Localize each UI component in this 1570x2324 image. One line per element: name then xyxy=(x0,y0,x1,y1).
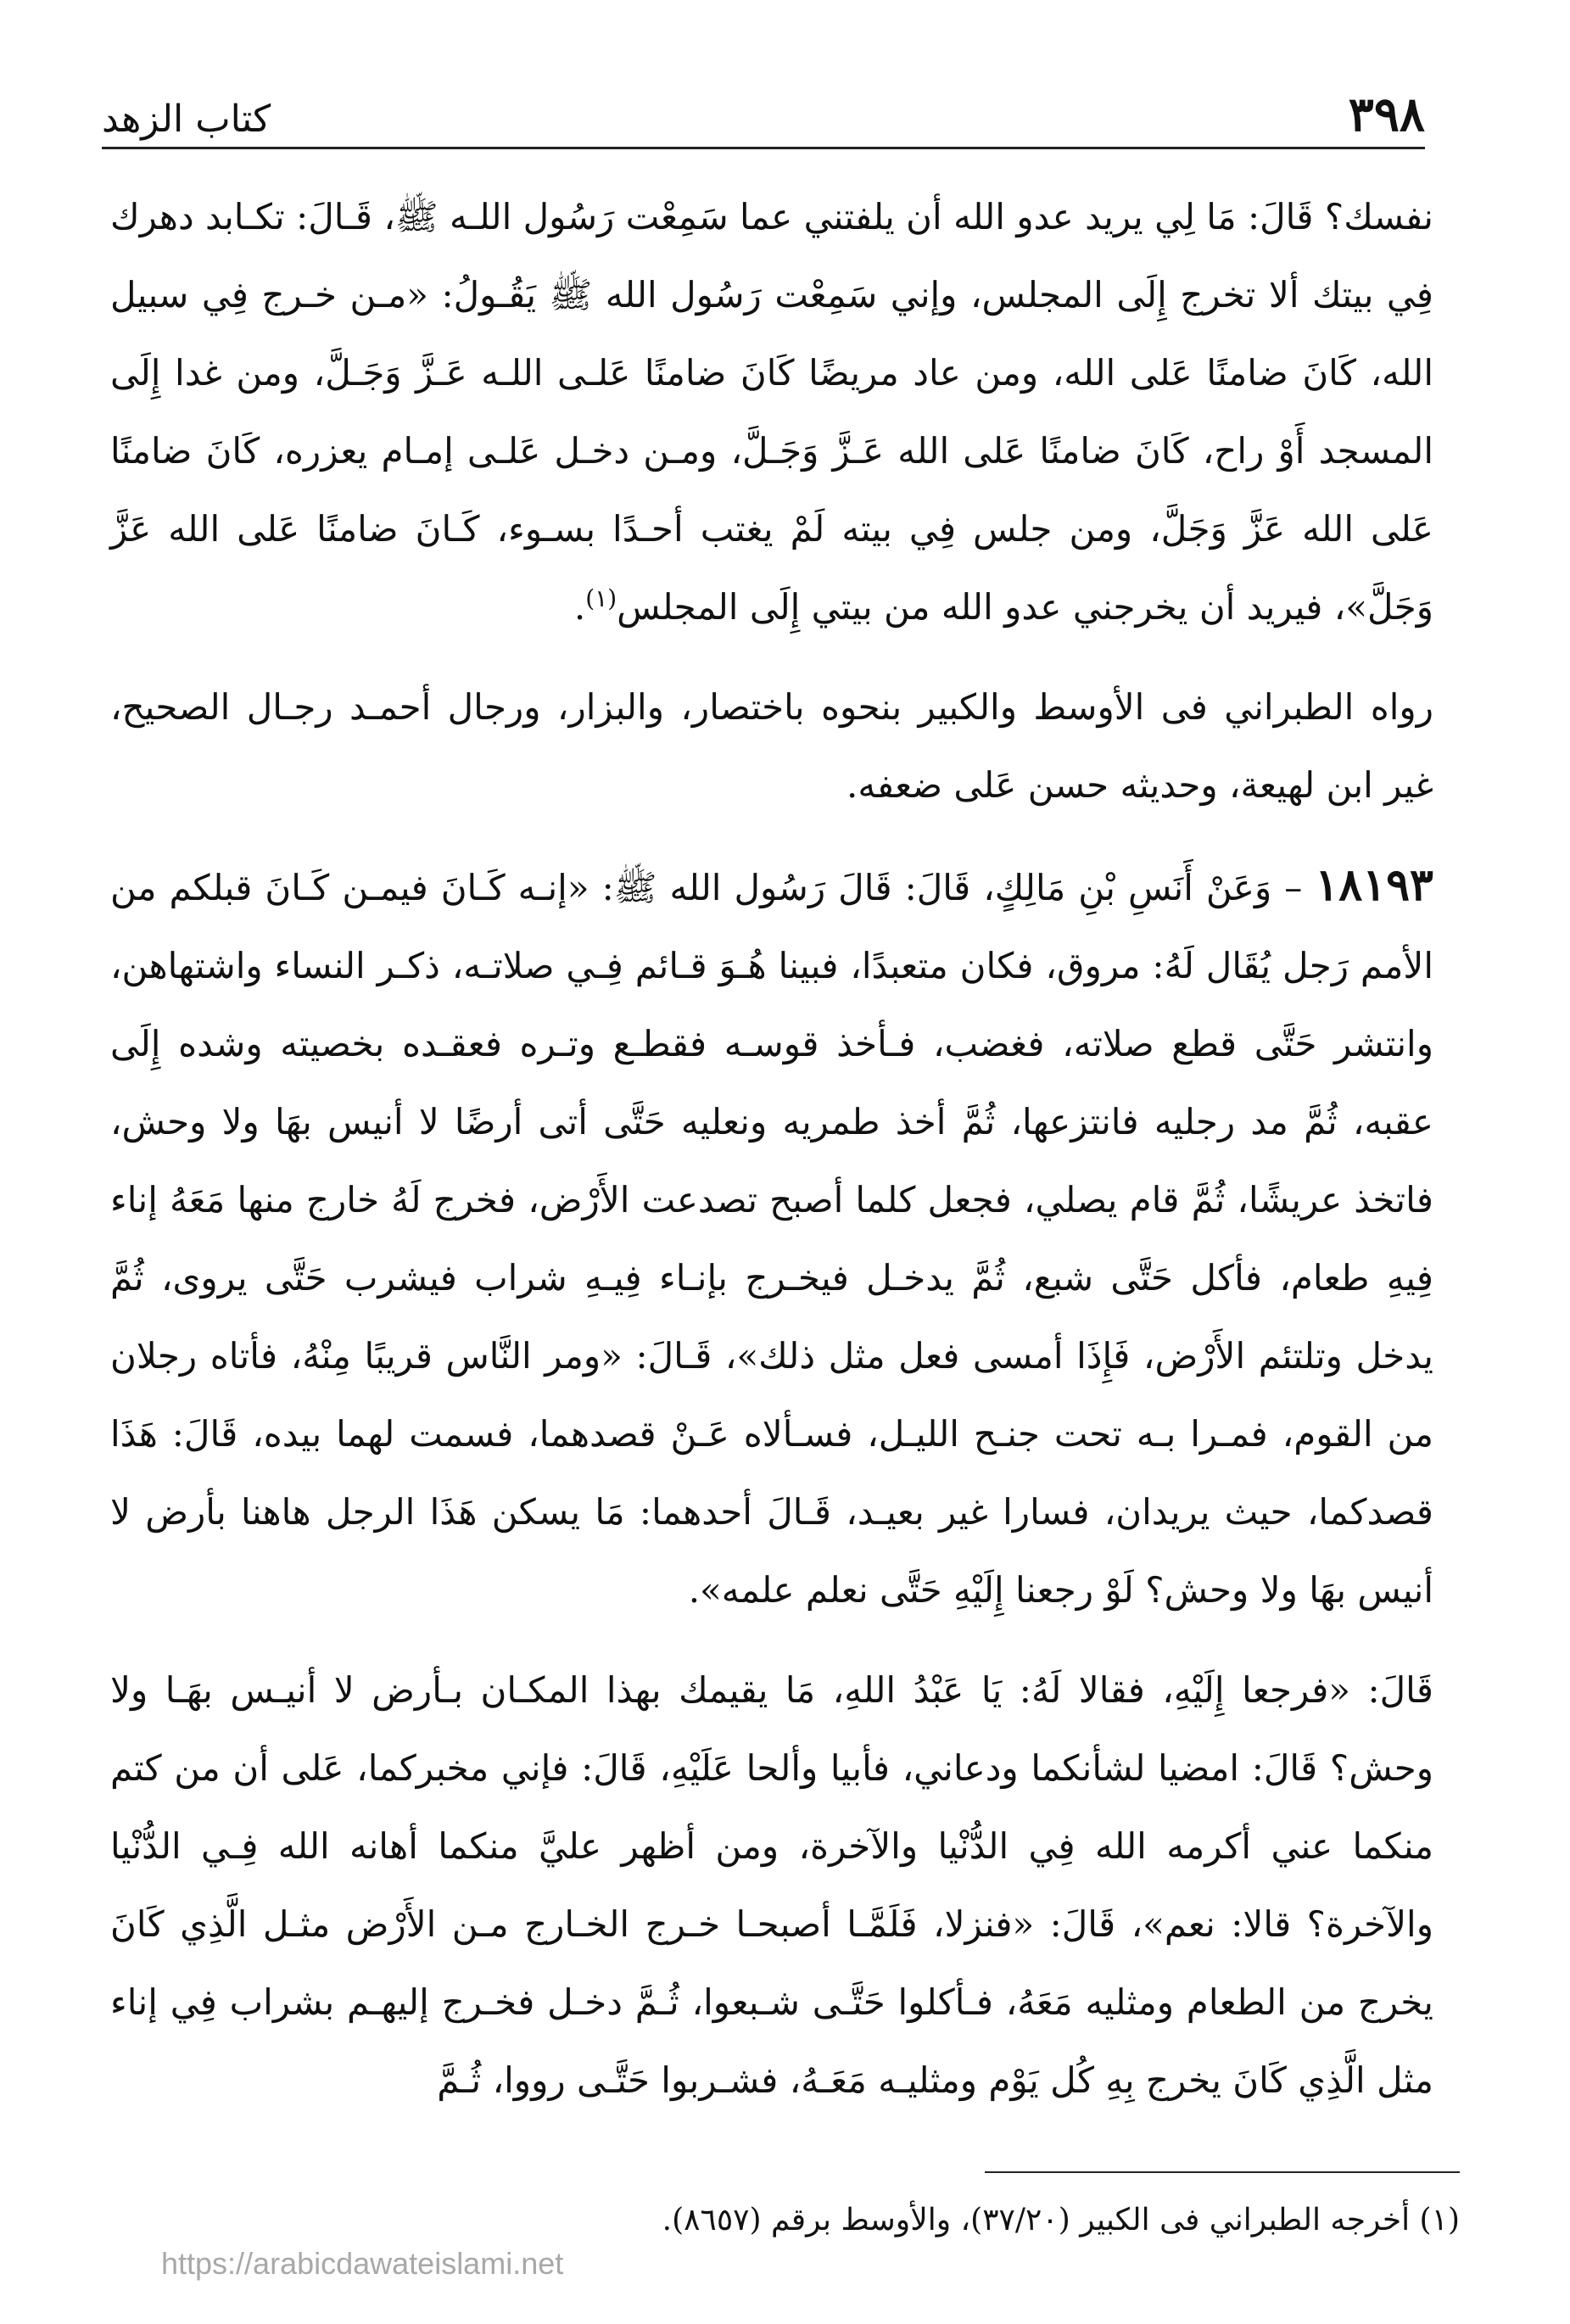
paragraph-source-reference xyxy=(110,668,1433,824)
main-text xyxy=(110,178,1433,2142)
running-title: كتاب الزهد xyxy=(102,98,271,141)
paragraph-hadith-18193 xyxy=(110,846,1433,1629)
footnote-marker: (١) xyxy=(585,584,617,612)
page-number: ٣٩٨ xyxy=(1348,87,1425,142)
footnote: (١) أخرجه الطبراني فى الكبير (٣٧/٢٠)، والأوسط برقم (٨٦٥٧). xyxy=(662,2203,1460,2237)
watermark-url: https://arabicdawateislami.net xyxy=(161,2246,564,2281)
paragraph-hadith-continuation xyxy=(110,178,1433,646)
paragraph-ending: . xyxy=(573,586,586,628)
page-header xyxy=(102,81,1425,149)
paragraph-text: رواه الطبراني فى الأوسط والكبير بنحوه باختصار، والبزار، ورجال أحمـد رجـال الصحيح، غير ابن لهيعة، وحديثه حسن عَلى ضعفه. xyxy=(110,686,1433,806)
paragraph-hadith-continued xyxy=(110,1651,1433,2120)
paragraph-text: – وَعَنْ أَنَسِ بْنِ مَالِكٍ، قَالَ: قَالَ رَسُول الله ﷺ: «إنـه كَـانَ فيمـن كَـانَ قبلكم من الأمم رَجل يُقَال لَهُ: مروق، فكان متعبدًا، فبينا هُـوَ قـائم فِـي صلاتـه، ذكـر النساء واشتهاهن، وانتشر حَتَّى قطع صلاته، فغضب، فـأخذ قوسـه فقطـع وتـره فعقـده بخصيته وشده إِلَى عقبه، ثُمَّ مد رجليه فانتزعها، ثُمَّ أخذ طمريه ونعليه حَتَّى أتى أرضًا لا أنيس بهَا ولا وحش، فاتخذ عريشًا، ثُمَّ قام يصلي، فجعل كلما أصبح تصدعت الأَرْض، فخرج لَهُ خارج منها مَعَهُ إناء فِيهِ طعام، فأكل حَتَّى شبع، ثُمَّ يدخـل فيخـرج بإنـاء فِيـهِ شراب فيشرب حَتَّى يروى، ثُمَّ يدخل وتلتئم الأَرْض، فَإِذَا أمسى فعل مثل ذلك»، قَـالَ: «ومر النَّاس قريبًا مِنْهُ، فأتاه رجلان من القوم، فمـرا بـه تحت جنـح الليـل، فسـألاه عَـنْ قصدهما، فسمت لهما بيده، قَالَ: هَذَا قصدكما، حيث يريدان، فسارا غير بعيـد، قَـالَ أحدهما: مَا يسكن هَذَا الرجل هاهنا بأرض لا أنيس بهَا ولا وحش؟ لَوْ رجعنا إِلَيْهِ حَتَّى نعلم علمه». xyxy=(110,867,1433,1611)
hadith-number: ١٨١٩٣ xyxy=(1315,859,1433,911)
footnote-divider xyxy=(985,2171,1460,2173)
paragraph-text: قَالَ: «فرجعا إِلَيْهِ، فقالا لَهُ: يَا عَبْدُ اللهِ، مَا يقيمك بهذا المكـان بـأرض لا أنيـس بهَـا ولا وحش؟ قَالَ: امضيا لشأنكما ودعاني، فأبيا وألحا عَلَيْهِ، قَالَ: فإني مخبركما، عَلى أن من كتم منكما عني أكرمه الله فِي الدُّنْيا والآخرة، ومن أظهر عليَّ منكما أهانه الله فِـي الدُّنْيا والآخرة؟ قالا: نعم»، قَالَ: «فنزلا، فَلَمَّـا أصبحـا خـرج الخـارج مـن الأَرْض مثـل الَّذِي كَانَ يخرج من الطعام ومثليه مَعَهُ، فـأكلوا حَتَّـى شـبعوا، ثُـمَّ دخـل فخـرج إليهـم بشراب فِي إناء مثل الَّذِي كَانَ يخرج بِهِ كُل يَوْم ومثليـه مَعَـهُ، فشـربوا حَتَّـى رووا، ثُـمَّ xyxy=(110,1669,1433,2101)
paragraph-text: نفسك؟ قَالَ: مَا لِي يريد عدو الله أن يلفتني عما سَمِعْت رَسُول اللـه ﷺ، قَـالَ: تكـابد دهرك فِي بيتك ألا تخرج إِلَى المجلس، وإني سَمِعْت رَسُول الله ﷺ يَقُـولُ: «مـن خـرج فِي سبيل الله، كَانَ ضامنًا عَلى الله، ومن عاد مريضًا كَانَ ضامنًا عَلـى اللـه عَـزَّ وَجَـلَّ، ومن غدا إِلَى المسجد أَوْ راح، كَانَ ضامنًا عَلى الله عَـزَّ وَجَـلَّ، ومـن دخـل عَلـى إمـام يعزره، كَانَ ضامنًا عَلى الله عَزَّ وَجَلَّ، ومن جلس فِي بيته لَمْ يغتب أحـدًا بسـوء، كَـانَ ضامنًا عَلى الله عَزَّ وَجَلَّ»، فيريد أن يخرجني عدو الله من بيتي إِلَى المجلس xyxy=(110,196,1433,628)
